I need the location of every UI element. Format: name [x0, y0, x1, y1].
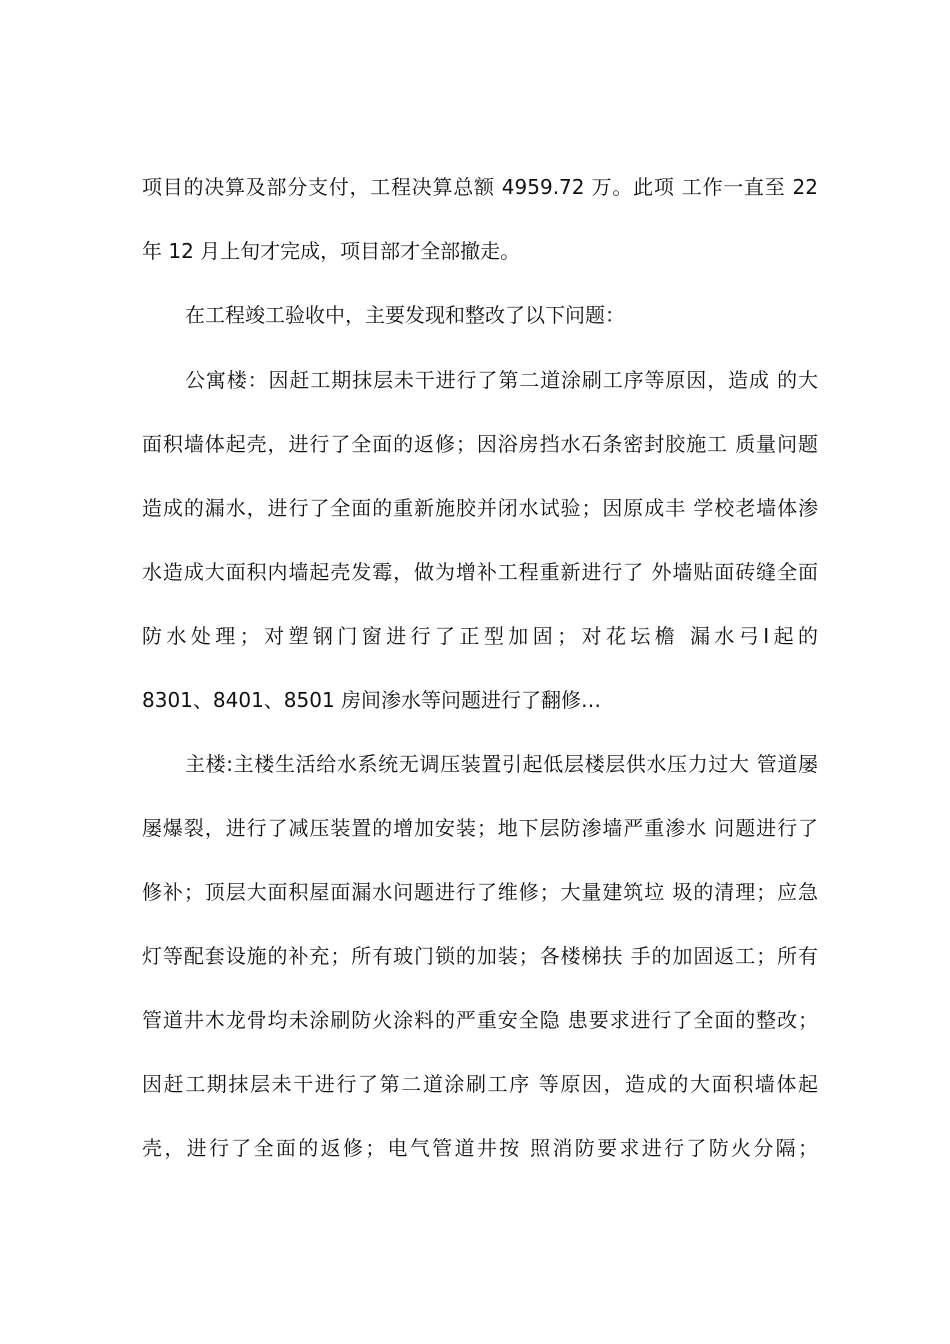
text-line: 面积墙体起壳，进行了全面的返修；因浴房挡水石条密封胶施工 质量问题 — [142, 432, 818, 456]
text-line: 管道井木龙骨均未涂刷防火涂料的严重安全隐 患要求进行了全面的整改； — [142, 1008, 818, 1032]
text-line: 屡爆裂，进行了减压装置的增加安装；地下层防渗墙严重渗水 问题进行了 — [142, 816, 818, 840]
text-line: 年 12 月上旬才完成，项目部才全部撤走。 — [142, 239, 521, 263]
text-line: 灯等配套设施的补充；所有玻门锁的加装；各楼梯扶 手的加固返工；所有 — [142, 944, 818, 968]
text-line: 水造成大面积内墙起壳发霉，做为增补工程重新进行了 外墙贴面砖缝全面 — [142, 560, 818, 584]
text-line: 防水处理；对塑钢门窗进行了正型加固；对花坛檐 漏水弓I起的 — [142, 624, 818, 648]
text-line: 公寓楼：因赶工期抹层未干进行了第二道涂刷工序等原因，造成 的大 — [185, 368, 818, 392]
text-line: 8301、8401、8501 房间渗水等问题进行了翻修… — [142, 688, 602, 712]
text-line: 项目的决算及部分支付，工程决算总额 4959.72 万。此项 工作一直至 22 — [142, 175, 818, 199]
text-line: 壳，进行了全面的返修；电气管道井按 照消防要求进行了防火分隔； — [142, 1136, 818, 1160]
text-line: 造成的漏水，进行了全面的重新施胶并闭水试验；因原成丰 学校老墙体渗 — [142, 496, 818, 520]
text-line: 修补；顶层大面积屋面漏水问题进行了维修；大量建筑垃 圾的清理；应急 — [142, 880, 818, 904]
text-line: 因赶工期抹层未干进行了第二道涂刷工序 等原因，造成的大面积墙体起 — [142, 1072, 818, 1096]
paragraph-heading: 在工程竣工验收中，主要发现和整改了以下问题： — [185, 303, 625, 327]
text-line: 主楼:主楼生活给水系统无调压装置引起低层楼层供水压力过大 管道屡 — [185, 752, 818, 776]
